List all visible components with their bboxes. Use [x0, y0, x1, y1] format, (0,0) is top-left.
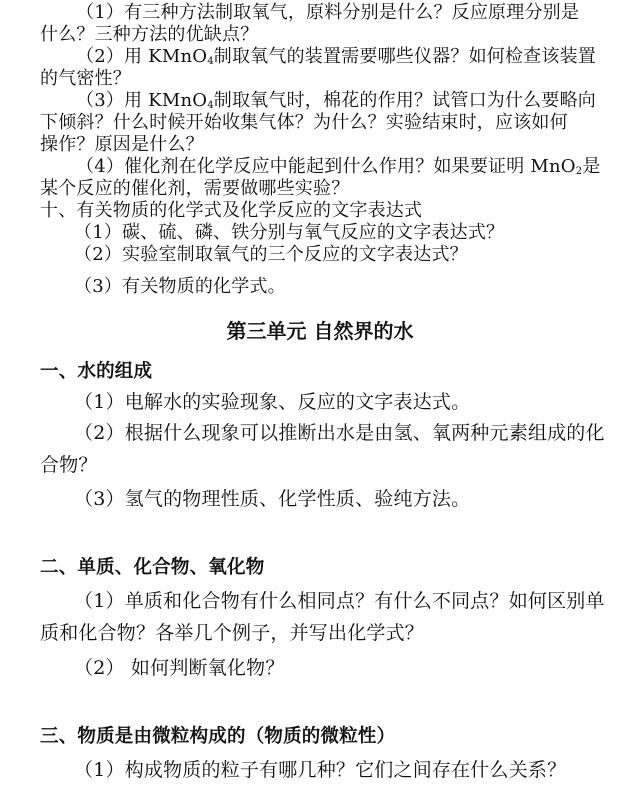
question-3-line-2: 下倾斜？什么时候开始收集气体？为什么？实验结束时，应该如何	[40, 112, 568, 133]
section-1-item-2-line-1: （2）根据什么现象可以推断出水是由氢、氧两种元素组成的化	[74, 422, 605, 444]
section-2-heading: 二、单质、化合物、氧化物	[40, 557, 265, 578]
question-4-line-1: （4）催化剂在化学反应中能起到什么作用？如果要证明 MnO$_2$是	[76, 156, 601, 177]
section-1-item-2-line-2: 合物？	[40, 454, 98, 476]
section-2-item-2: （2） 如何判断氧化物？	[74, 657, 285, 679]
section-1-item-3: （3）氢气的物理性质、化学性质、验纯方法。	[74, 488, 471, 510]
question-3-line-3: 操作？原因是什么？	[40, 134, 204, 155]
section-3-heading: 三、物质是由微粒构成的（物质的微粒性）	[40, 726, 396, 747]
section-10-item-2: （2）实验室制取氧气的三个反应的文字表达式？	[74, 244, 468, 265]
section-10-item-3: （3）有关物质的化学式。	[74, 276, 286, 297]
section-1-item-1: （1）电解水的实验现象、反应的文字表达式。	[74, 391, 471, 413]
question-3-line-1: （3）用 KMnO$_4$制取氧气时，棉花的作用？试管口为什么要略向	[76, 90, 596, 111]
question-4-line-2: 某个反应的催化剂，需要做哪些实验？	[40, 178, 350, 199]
unit-title: 第三单元 自然界的水	[226, 319, 414, 343]
question-1-line-2: 什么？三种方法的优缺点？	[40, 24, 259, 45]
section-2-item-1-line-1: （1）单质和化合物有什么相同点？有什么不同点？如何区别单	[74, 590, 605, 612]
question-2-line-2: 的气密性？	[40, 68, 131, 89]
section-3-item-1: （1）构成物质的粒子有哪几种？它们之间存在什么关系？	[74, 759, 567, 781]
section-2-item-1-line-2: 质和化合物？各举几个例子，并写出化学式？	[40, 622, 425, 644]
section-1-heading: 一、水的组成	[40, 361, 153, 382]
question-2-line-1: （2）用 KMnO$_4$制取氧气的装置需要哪些仪器？如何检查该装置	[76, 46, 596, 67]
section-10-heading: 十、有关物质的化学式及化学反应的文字表达式	[40, 200, 423, 221]
question-1-line-1: （1）有三种方法制取氧气，原料分别是什么？反应原理分别是	[76, 2, 580, 23]
section-10-item-1: （1）碳、硫、磷、铁分别与氧气反应的文字表达式？	[74, 222, 505, 243]
